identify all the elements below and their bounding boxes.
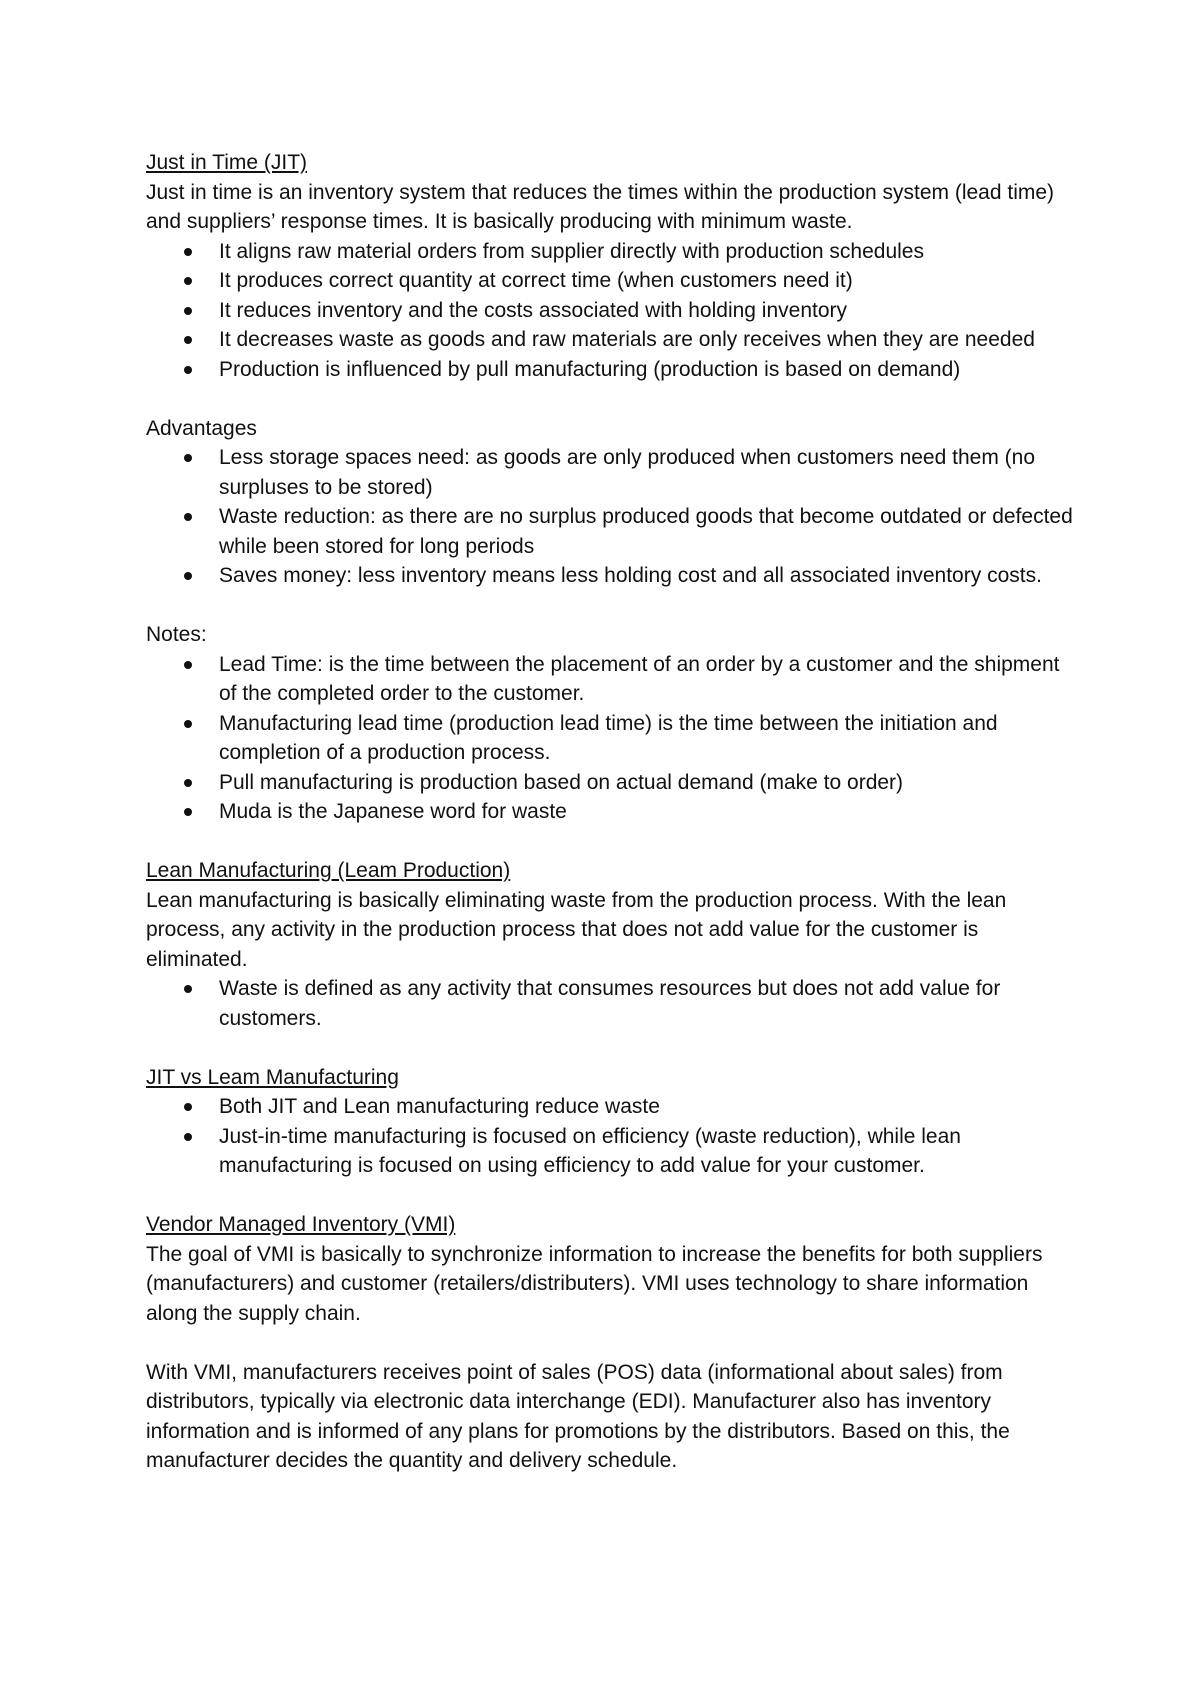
bullet-icon <box>184 661 192 669</box>
bullet-icon <box>184 307 192 315</box>
bullet-icon <box>184 572 192 580</box>
bullet-icon <box>184 513 192 521</box>
section-heading-notes: Notes: <box>146 623 207 646</box>
document-page <box>146 148 1076 1476</box>
bullet-icon <box>184 454 192 462</box>
bullet-list-lean <box>146 974 1076 1033</box>
list-item: Waste reduction: as there are no surplus produced goods that become outdated or defected while been stored for long periods <box>146 502 1076 561</box>
bullet-list-notes <box>146 650 1076 827</box>
bullet-icon <box>184 366 192 374</box>
bullet-icon <box>184 277 192 285</box>
list-item: Saves money: less inventory means less holding cost and all associated inventory costs. <box>146 561 1076 591</box>
section-jit <box>146 148 1076 384</box>
section-notes <box>146 620 1076 827</box>
section-jit-vs-lean <box>146 1063 1076 1181</box>
spacer <box>146 591 1076 621</box>
spacer <box>146 1328 1076 1358</box>
bullet-icon <box>184 1103 192 1111</box>
list-item: Lead Time: is the time between the placement of an order by a customer and the shipment of the completed order to the customer. <box>146 650 1076 709</box>
list-item: Waste is defined as any activity that consumes resources but does not add value for customers. <box>146 974 1076 1033</box>
bullet-list-jit-vs-lean <box>146 1092 1076 1181</box>
spacer <box>146 827 1076 857</box>
list-item: Production is influenced by pull manufacturing (production is based on demand) <box>146 355 1076 385</box>
paragraph-vmi-2: With VMI, manufacturers receives point of sales (POS) data (informational about sales) from distributors, typically via electronic data interchange (EDI). Manufacturer also has inventory information and is informed of any plans for promotions by the distributors. Based on this, the manufacturer decides the quantity and delivery schedule. <box>146 1360 1010 1472</box>
bullet-list-advantages <box>146 443 1076 591</box>
spacer <box>146 1181 1076 1211</box>
bullet-icon <box>184 1133 192 1141</box>
bullet-icon <box>184 808 192 816</box>
section-heading-lean: Lean Manufacturing (Leam Production) <box>146 859 511 882</box>
section-heading-vmi: Vendor Managed Inventory (VMI) <box>146 1213 456 1236</box>
paragraph-jit-intro: Just in time is an inventory system that reduces the times within the production system (lead time) and suppliers’ response times. It is basically producing with minimum waste. <box>146 180 1055 233</box>
spacer <box>146 384 1076 414</box>
list-item: Just-in-time manufacturing is focused on efficiency (waste reduction), while lean manufacturing is focused on using efficiency to add value for your customer. <box>146 1122 1076 1181</box>
section-heading-jit-vs-lean: JIT vs Leam Manufacturing <box>146 1065 399 1089</box>
list-item: Less storage spaces need: as goods are only produced when customers need them (no surpluses to be stored) <box>146 443 1076 502</box>
bullet-list-jit <box>146 237 1076 385</box>
section-vmi <box>146 1210 1076 1476</box>
paragraph-vmi-1: The goal of VMI is basically to synchronize information to increase the benefits for both suppliers (manufacturers) and customer (retailers/distributers). VMI uses technology to share information along the supply chain. <box>146 1242 1043 1325</box>
list-item: Pull manufacturing is production based on actual demand (make to order) <box>146 768 1076 798</box>
spacer <box>146 1033 1076 1063</box>
list-item: Manufacturing lead time (production lead time) is the time between the initiation and completion of a production process. <box>146 709 1076 768</box>
bullet-icon <box>184 779 192 787</box>
list-item: It produces correct quantity at correct time (when customers need it) <box>146 266 1076 296</box>
list-item: It reduces inventory and the costs associated with holding inventory <box>146 296 1076 326</box>
list-item: Muda is the Japanese word for waste <box>146 797 1076 827</box>
list-item: Both JIT and Lean manufacturing reduce waste <box>146 1092 1076 1122</box>
section-heading-advantages: Advantages <box>146 416 257 440</box>
section-heading-jit: Just in Time (JIT) <box>146 151 308 174</box>
list-item: It decreases waste as goods and raw materials are only receives when they are needed <box>146 325 1076 355</box>
section-advantages <box>146 414 1076 591</box>
list-item: It aligns raw material orders from supplier directly with production schedules <box>146 237 1076 267</box>
bullet-icon <box>184 248 192 256</box>
bullet-icon <box>184 720 192 728</box>
bullet-icon <box>184 336 192 344</box>
paragraph-lean-intro: Lean manufacturing is basically eliminating waste from the production process. With the lean process, any activity in the production process that does not add value for the customer is eliminated. <box>146 888 1007 971</box>
bullet-icon <box>184 985 192 993</box>
section-lean <box>146 856 1076 1033</box>
